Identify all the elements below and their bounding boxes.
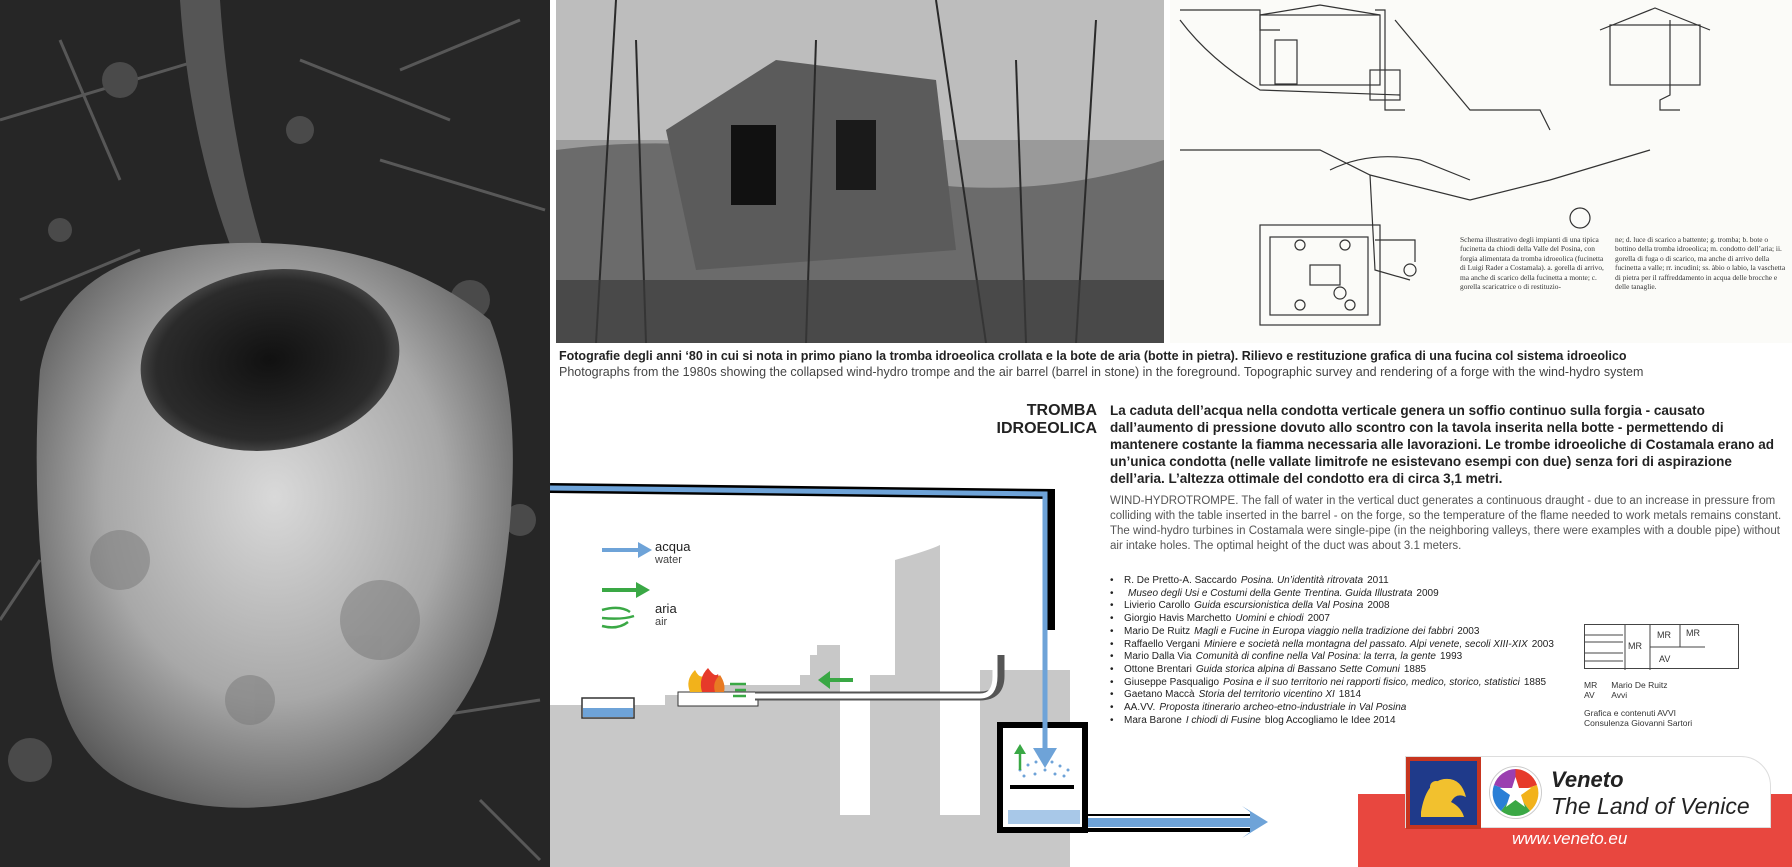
veneto-banner[interactable] [1405,756,1771,828]
legend-air-it: aria [655,601,677,616]
credits-name-mr: Mario De Ruitz [1611,680,1668,690]
section-title-line2: IDROEOLICA [996,420,1097,437]
reference-author: AA.VV. [1124,702,1156,714]
technical-drawing [1170,0,1792,343]
drawing-caption-col1: Schema illustrativo degli impianti di una tipica fucinetta da chiodi della Valle del Posina, con forgia alimentata da tromba idroeolica (fucinetta di Luigi Rader a Costamala). a. gorella di arrivo, ma anche di scarico della fucinetta a monte; c. gorella scaricatrice o di restituzio- [1460,235,1604,292]
caption-english: Photographs from the 1980s showing the collapsed wind-hydro trompe and the air barrel (barrel in stone) in the foreground. Topographic survey and rendering of a forge with the wind-hydro system [559,365,1644,379]
legend-water [655,539,690,566]
reference-title: Posina. Un’identità ritrovata [1240,575,1364,586]
section-title-line1: TROMBA [1026,402,1097,419]
reference-extra: 2009 [1416,587,1439,599]
reference-author: Mara Barone [1124,714,1182,726]
flame-icon [688,668,724,692]
reference-title: Proposta itinerario archeo-etno-industriale in Val Posina [1159,702,1407,714]
credits-line2: Consulenza Giovanni Sartori [1584,718,1693,728]
reference-extra: 2003 [1457,625,1480,637]
reference-extra: 2011 [1367,575,1389,586]
legend-water-en: water [655,554,682,566]
banner-url-link[interactable]: www.veneto.eu [1512,829,1628,848]
legend-air-en: air [655,616,668,628]
trompe-diagram [550,470,1270,867]
reference-author: Mario Dalla Via [1124,651,1192,663]
reference-author: Raffaello Vergani [1124,638,1200,650]
reference-author: Ottone Brentari [1124,663,1192,675]
reference-extra: 1885 [1403,663,1427,675]
stone-barrel-image [0,0,550,867]
caption-italian: Fotografie degli anni ‘80 in cui si nota in primo piano la tromba idroeolica crollata e la bote de aria (botte in pietra). Rilievo e restituzione grafica di una fucina col sistema idroeolico [559,349,1627,363]
description-italian: La caduta dell’acqua nella condotta verticale genera un soffio continuo sulla forgia - causato dall’aumento di pressione dovuto allo scontro con la tavola inserita nella botte - permettendo di mantenere costante la fiamma necessaria alle lavorazioni. Le trombe idroeoliche di Costamala erano ad un’unica condotta (nelle vallate limitrofe ne esistevano esempi con due) senza fori di aspirazione dell’aria. L’altezza ottimale del condotto era di circa 3,1 metri. [1110,403,1774,486]
credits-cell-mr1: MR [1628,641,1642,651]
reference-title: Guida storica alpina di Bassano Sette Comuni [1195,663,1400,675]
reference-author: Mario De Ruitz [1124,625,1191,637]
reference-extra: 1993 [1439,651,1463,663]
photo-stone-barrel [0,0,550,867]
credits-line1: Grafica e contenuti AVVI [1584,708,1676,718]
reference-title: Magli e Fucine in Europa viaggio nella tradizione dei fabbri [1194,625,1454,637]
ruined-forge-image [556,0,1164,343]
legend-air [655,601,677,628]
reference-title: Uomini e chiodi [1235,613,1304,625]
air-legend-arrow-icon [602,582,650,598]
reference-title: Storia del territorio vicentino XI [1198,689,1335,701]
credits-cell-mr3: MR [1686,628,1700,638]
veneto-star-logo-icon [1488,765,1543,820]
credits-name-av: Avvi [1611,690,1628,700]
reference-author: Giorgio Havis Marchetto [1124,613,1232,625]
reference-extra: 2003 [1531,638,1554,650]
reference-extra: blog Accogliamo le Idee 2014 [1264,714,1396,726]
water-legend-arrow-icon [602,542,652,558]
trompe-diagram-svg [550,470,1270,867]
reference-title: Comunità di confine nella Val Posina: la terra, la gente [1195,651,1436,663]
banner-brand: Veneto [1551,767,1624,792]
banner-tagline: The Land of Venice [1551,793,1750,819]
reference-title: Museo degli Usi e Costumi della Gente Trentina. Guida Illustrata [1128,587,1413,599]
reference-extra: 2008 [1367,600,1390,612]
credits-abbr-av: AV [1584,690,1595,700]
credits-table [1584,624,1739,669]
reference-title: Guida escursionistica della Val Posina [1194,600,1364,612]
drawing-caption-col2: ne; d. luce di scarico a battente; g. tromba; b. bote o bottino della tromba idroeolica; m. condotto dell’aria; ii. gorella di fuga o di scarico, ma anche di arrivo della fucinetta a valle; rr. incudini; ss. àbio o labio, la vaschetta di pietra per il raffreddamento in acqua delle brocche e delle tanaglie. [1615,235,1786,292]
forge-schema-drawing [1170,0,1792,343]
air-legend-wind-icon [602,608,634,627]
reference-author: Gaetano Maccà [1124,689,1195,701]
credits-cell-av: AV [1659,654,1671,664]
description-english: WIND-HYDROTROMPE. The fall of water in the vertical duct generates a continuous draught - due to an increase in pressure from colliding with the table inserted in the barrel - on the forge, so the temperature of the flame needed to work metals remains constant. The wind-hydro turbines in Costamala were single-pipe (in the neighboring valleys, there were examples with a double pipe) without air intake holes. The optimal height of the duct was about 3.1 meters. [1110,495,1782,552]
reference-title: Posina e il suo territorio nei rapporti fisico, medico, storico, statistici [1223,676,1520,688]
reference-author: Livierio Carollo [1124,600,1191,612]
photo-ruined-forge [556,0,1164,343]
reference-extra: 1814 [1338,689,1362,701]
reference-extra: 1885 [1523,676,1547,688]
reference-title: I chiodi di Fusine [1185,714,1261,726]
credits-abbr [1584,680,1692,728]
lion-of-venice-icon [1406,757,1481,829]
legend-water-it: acqua [655,539,691,554]
reference-extra: 2007 [1307,613,1330,625]
reference-title: Miniere e società nella montagna del passato. Alpi venete, secoli XIII-XIX [1203,638,1528,650]
credits-cell-mr2: MR [1657,630,1671,640]
reference-author: R. De Pretto-A. Saccardo [1124,575,1237,586]
section-title [997,402,1097,438]
credits-abbr-mr: MR [1584,680,1598,690]
reference-author: Giuseppe Pasqualigo [1124,676,1220,688]
